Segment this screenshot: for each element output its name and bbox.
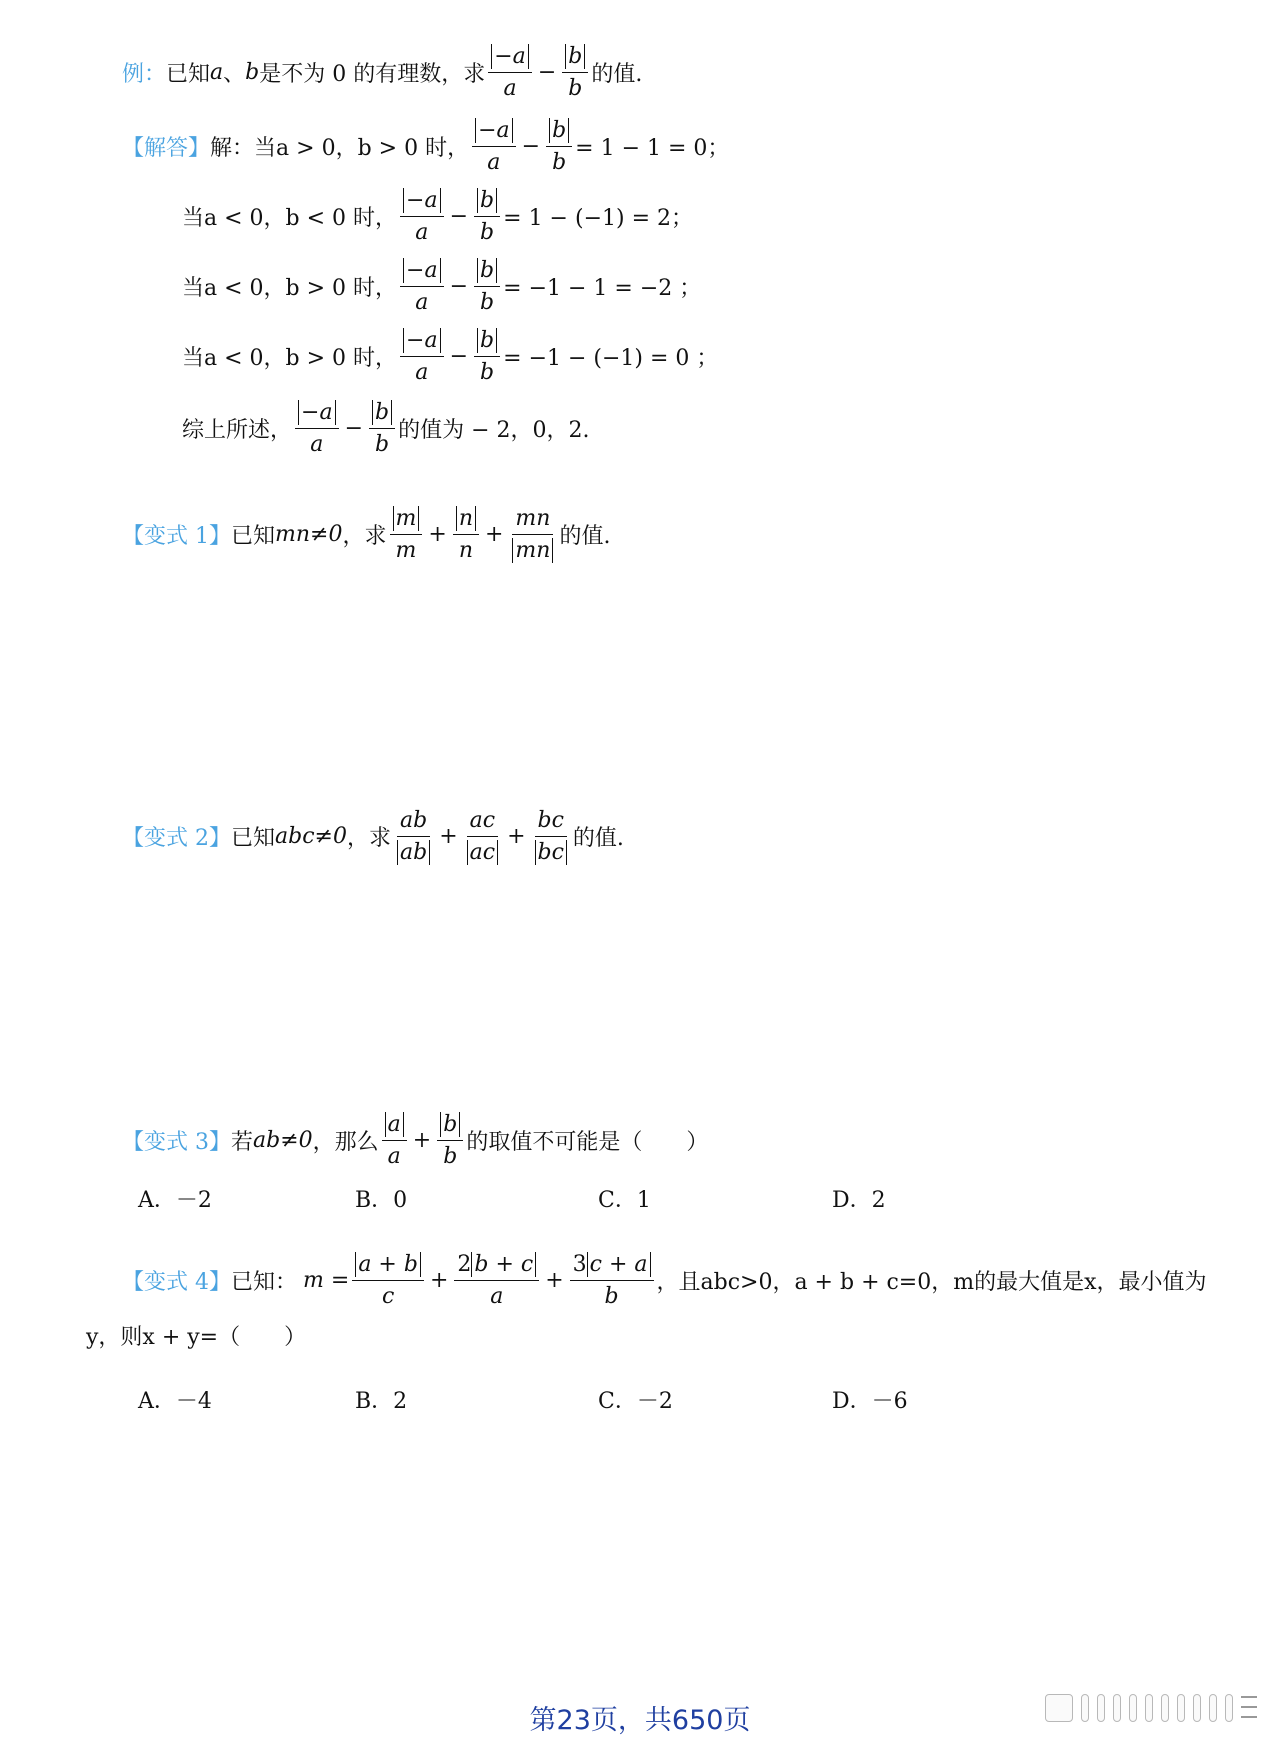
denominator: a (415, 360, 429, 386)
denominator: b (480, 220, 495, 246)
numerator: b (372, 400, 392, 425)
denominator: a (387, 1144, 401, 1170)
operator: + (412, 1128, 432, 1154)
numerator: b + c (471, 1252, 536, 1277)
variant-text: 已知： (231, 1270, 298, 1296)
example-text: 的值. (591, 62, 643, 88)
variant-4-tag: 【变式 4】 (122, 1270, 231, 1296)
numerator: a + b (355, 1252, 421, 1277)
example-text: 是不为 0 的有理数，求 (259, 62, 486, 88)
variant-text: ，那么 (312, 1130, 379, 1156)
coefficient: 2 (457, 1252, 472, 1277)
solution-case-4 (182, 328, 718, 386)
fraction (562, 44, 588, 102)
variant-4 (122, 1252, 1207, 1310)
numerator: bc (535, 808, 567, 837)
denominator: a (310, 432, 324, 458)
fraction (546, 118, 572, 176)
case-result: = −1 − (−1) = 0 ； (503, 346, 719, 372)
variant-text: ，求 (342, 524, 387, 550)
example-tag: 例： (122, 62, 167, 88)
option-a[interactable]: A．－4 (138, 1389, 212, 1414)
numerator: −a (491, 44, 529, 69)
fraction (390, 506, 423, 564)
option-c[interactable]: C．－2 (598, 1389, 673, 1414)
operator: + (439, 824, 458, 850)
numerator: −a (403, 258, 441, 283)
solution-summary (182, 400, 590, 458)
variant-text: 已知 (231, 524, 276, 550)
var-b: b (245, 60, 260, 86)
numerator: b (477, 188, 497, 213)
denominator: b (604, 1284, 619, 1310)
solution-case-3 (182, 258, 701, 316)
numerator: −a (403, 328, 441, 353)
variant-2-tag: 【变式 2】 (122, 826, 231, 852)
operator: − (449, 204, 469, 230)
fraction (474, 328, 500, 386)
fraction (532, 808, 570, 866)
variant-text: 的取值不可能是（ ） (466, 1130, 709, 1156)
operator: − (449, 344, 469, 370)
fraction (453, 506, 479, 564)
variant-text: ，求 (346, 826, 391, 852)
denominator: ac (467, 840, 498, 865)
numerator: −a (298, 400, 336, 425)
denominator: a (487, 150, 501, 176)
page-scroll-icon[interactable] (1045, 1686, 1260, 1726)
case-prefix: 当 (182, 206, 205, 232)
operator: + (428, 522, 447, 548)
operator: + (507, 824, 526, 850)
case-condition: a > 0，b > 0 时， (276, 136, 470, 162)
variant-text: 的值. (572, 826, 624, 852)
fraction (474, 188, 500, 246)
variant-text: ，且abc>0，a + b + c=0，m的最大值是x，最小值为 (656, 1270, 1207, 1296)
denominator: mn (512, 538, 553, 563)
numerator: mn (512, 506, 553, 535)
variant-condition: abc≠0 (275, 824, 347, 850)
option-c[interactable]: C．1 (598, 1188, 651, 1213)
numerator: b (549, 118, 569, 143)
case-condition: a < 0，b > 0 时， (204, 276, 398, 302)
fraction (394, 808, 433, 866)
denominator: m (395, 538, 417, 564)
solution-intro: 解： (210, 136, 255, 162)
variant-1 (122, 506, 610, 564)
denominator: c (381, 1284, 395, 1310)
example-line (122, 44, 642, 102)
operator: − (449, 274, 469, 300)
coefficient: 3 (572, 1252, 587, 1277)
fraction (509, 506, 556, 564)
variant-var: m = (303, 1268, 350, 1294)
fraction (400, 258, 444, 316)
solution-case-2 (182, 188, 693, 246)
denominator: b (568, 76, 583, 102)
numerator: b (477, 328, 497, 353)
var-a: a (210, 60, 224, 86)
case-condition: a < 0，b < 0 时， (204, 206, 398, 232)
option-b[interactable]: B．2 (355, 1389, 408, 1414)
summary-suffix: 的值为 − 2，0，2. (398, 418, 590, 444)
numerator: ac (467, 808, 498, 837)
option-d[interactable]: D．2 (832, 1188, 886, 1213)
fraction (437, 1112, 463, 1170)
variant-text: 若 (231, 1130, 254, 1156)
fraction (472, 118, 516, 176)
numerator: c + a (587, 1252, 651, 1277)
fraction (295, 400, 339, 458)
fraction (464, 808, 501, 866)
numerator: a (385, 1112, 404, 1137)
variant-condition: mn≠0 (275, 522, 343, 548)
operator: + (484, 522, 504, 548)
fraction (400, 188, 444, 246)
variant-text: 已知 (231, 826, 276, 852)
fraction (400, 328, 444, 386)
operator: − (537, 60, 557, 86)
fraction (474, 258, 500, 316)
case-condition: a < 0，b > 0 时， (204, 346, 398, 372)
denominator: b (375, 432, 390, 458)
denominator: b (552, 150, 567, 176)
case-result: = −1 − 1 = −2 ； (503, 276, 702, 302)
numerator: b (477, 258, 497, 283)
option-d[interactable]: D．－6 (832, 1389, 908, 1414)
variant-text: 的值. (559, 524, 611, 550)
variant-4-line2 (86, 1320, 306, 1351)
numerator: n (456, 506, 476, 531)
fraction (454, 1252, 539, 1310)
denominator: b (443, 1144, 458, 1170)
operator: + (545, 1268, 564, 1294)
numerator: b (565, 44, 585, 69)
denominator: a (415, 290, 429, 316)
numerator: −a (403, 188, 441, 213)
variant-text: y，则x + y=（ ） (86, 1325, 307, 1350)
operator: + (429, 1268, 449, 1294)
separator: 、 (223, 62, 246, 88)
page-indicator: 第23页，共650页 (529, 1705, 751, 1736)
fraction (570, 1252, 654, 1310)
solution-case-1 (122, 118, 729, 176)
numerator: −a (475, 118, 513, 143)
case-result: = 1 − (−1) = 2； (503, 206, 693, 232)
variant-1-tag: 【变式 1】 (122, 524, 231, 550)
numerator: ab (397, 808, 430, 837)
variant-2 (122, 808, 624, 866)
variant-condition: ab≠0 (253, 1128, 313, 1154)
case-prefix: 当 (254, 136, 277, 162)
fraction (352, 1252, 424, 1310)
denominator: a (415, 220, 429, 246)
denominator: a (503, 76, 517, 102)
denominator: n (458, 538, 473, 564)
denominator: a (490, 1284, 504, 1310)
example-text: 已知 (166, 62, 211, 88)
option-b[interactable]: B．0 (355, 1188, 408, 1213)
fraction (369, 400, 395, 458)
option-a[interactable]: A．－2 (138, 1188, 212, 1213)
operator: − (344, 416, 364, 442)
numerator: m (393, 506, 420, 531)
denominator: ab (397, 840, 430, 865)
variant-3 (122, 1112, 708, 1170)
denominator: b (480, 290, 495, 316)
denominator: b (480, 360, 495, 386)
variant-3-tag: 【变式 3】 (122, 1130, 231, 1156)
summary-prefix: 综上所述， (182, 418, 293, 444)
case-prefix: 当 (182, 276, 205, 302)
solution-tag: 【解答】 (122, 136, 211, 162)
operator: − (521, 134, 541, 160)
fraction (488, 44, 532, 102)
denominator: bc (535, 840, 567, 865)
numerator: b (440, 1112, 460, 1137)
case-prefix: 当 (182, 346, 205, 372)
case-result: = 1 − 1 = 0； (575, 136, 730, 162)
fraction (382, 1112, 407, 1170)
